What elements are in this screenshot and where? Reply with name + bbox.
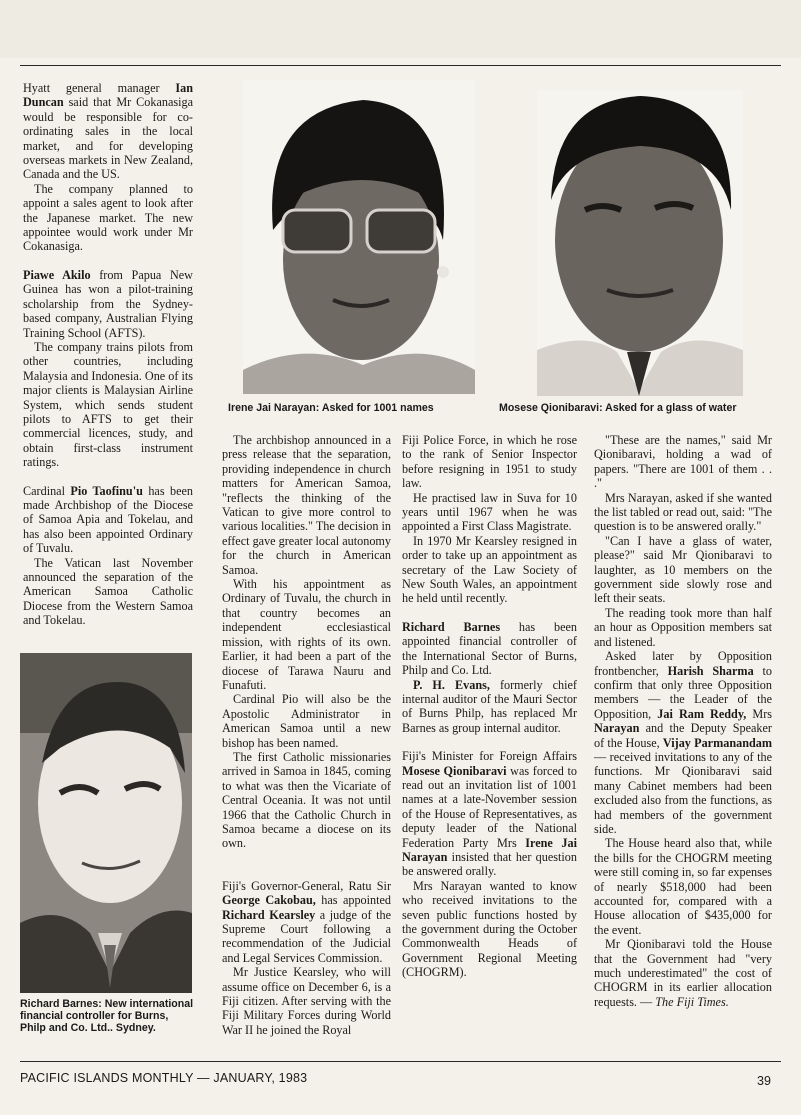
paragraph-glass-of-water: "Can I have a glass of water, please?" said Mr Qionibaravi to laughter, as 10 members on the government side slowly rose and left their seats. xyxy=(594,533,772,606)
paragraph-sales-agent: The company planned to appoint a sales agent to look after the Japanese market. The new appointee would work under Mr Cokanasiga. xyxy=(23,181,193,254)
photo-mosese-qionibaravi xyxy=(537,90,743,396)
paragraph-tabled: Mrs Narayan, asked if she wanted the list tabled or read out, said: "The question is to be answered orally." xyxy=(594,490,772,534)
paragraph-chogrm: Mrs Narayan wanted to know who received invitations to the seven public functions hosted by the government during the October Commonwealth Heads of Government Regional Meeting (CHOGRM). xyxy=(402,878,577,980)
paragraph-underestimated: Mr Qionibaravi told the House that the Government had "very much underestimated" the cost of CHOGRM in its earlier allocation requests. — The Fiji Times. xyxy=(594,937,772,1009)
paragraph-practised-law: He practised law in Suva for 10 years until 1967 when he was appointed a First Class Magistrate. xyxy=(402,490,577,534)
paragraph-press-release: The archbishop announced in a press release that the separation, providing independence in church matters for American Samoa, "reflects the thinking of the Vatican to give more control to various localities." The decision in effect gave greater local autonomy for the church in American Samoa. xyxy=(222,433,391,577)
paragraph-reading: The reading took more than half an hour as Opposition members sat and listened. xyxy=(594,605,772,649)
paragraph-sharma: Asked later by Opposition frontbencher, Harish Sharma to confirm that only three Opposition members — the Leader of the Opposition, Jai Ram Reddy, Mrs Narayan and the Deputy Speaker of the House, Vijay Parmanandam — received invitations to any of the functions. Mr Qionibaravi said many Cabinet members had been excluded also from the functions, as had members of the government side. xyxy=(594,649,773,836)
column-2 xyxy=(222,433,391,1037)
paragraph-expenses: The House heard also that, while the bills for the CHOGRM meeting were still coming in, so far expenses of nearly $518,000 had been accounted for, compared with a House allocation of $435,000 for the event. xyxy=(594,836,772,937)
paragraph-afts: The company trains pilots from other countries, including Malaysia and Indonesia. One of its major clients is Malaysian Airline System, which sends student pilots to AFTS to get their commercial licences, study, and obtain first-class instrument ratings. xyxy=(23,339,193,470)
header-rule xyxy=(20,65,781,66)
paragraph-missionaries: The first Catholic missionaries arrived in Samoa in 1845, coming to what was then the Vicariate of Central Oceania. It was not until 1966 that the Catholic Church in Samoa became a diocese on its own. xyxy=(222,749,391,851)
column-3 xyxy=(402,433,577,980)
photo-richard-barnes xyxy=(20,653,192,993)
portrait-narayan-image xyxy=(243,80,475,394)
caption-irene-jai-narayan: Irene Jai Narayan: Asked for 1001 names xyxy=(228,402,434,414)
paragraph-evans: P. H. Evans, formerly chief internal auditor of the Mauri Sector of Burns Philp, has replaced Mr Barnes as group internal auditor. xyxy=(402,677,577,735)
portrait-qionibaravi-image xyxy=(537,90,743,396)
photo-irene-jai-narayan xyxy=(243,80,475,394)
paragraph-names: "These are the names," said Mr Qionibaravi, holding a wad of papers. "There are 1001 of them . . ." xyxy=(594,433,772,491)
paragraph-police-force: Fiji Police Force, in which he rose to the rank of Senior Inspector before resigning in 1951 to study law. xyxy=(402,433,577,491)
page-number: 39 xyxy=(757,1074,771,1088)
paragraph-duncan: Hyatt general manager Ian Duncan said that Mr Cokanasiga would be responsible for co-ordinating sales in the local market, and for developing overseas markets in New Zealand, Canada and the US. xyxy=(23,81,193,182)
paragraph-taofinuu: Cardinal Pio Taofinu'u has been made Archbishop of the Diocese of Samoa Apia and Tokelau, and has also been appointed Ordinary of Tuvalu. xyxy=(23,483,193,556)
paragraph-resigned: In 1970 Mr Kearsley resigned in order to take up an appointment as secretary of the Law Society of New South Wales, an appointment he held until recently. xyxy=(402,533,577,606)
paragraph-vatican: The Vatican last November announced the separation of the American Samoa Catholic Diocese from the Western Samoa and Tokelau. xyxy=(23,555,193,628)
column-1 xyxy=(23,81,193,628)
paragraph-cakobau: Fiji's Governor-General, Ratu Sir George Cakobau, has appointed Richard Kearsley a judge of the Supreme Court following a recommendation of the Judicial and Legal Services Commission. xyxy=(222,878,392,965)
paragraph-apostolic-administrator: Cardinal Pio will also be the Apostolic Administrator in American Samoa until a new bishop has been named. xyxy=(222,692,391,750)
caption-richard-barnes: Richard Barnes: New international financial controller for Burns, Philp and Co. Ltd.. Sydney. xyxy=(20,998,194,1034)
paragraph-akilo: Piawe Akilo from Papua New Guinea has won a pilot-training scholarship from the Sydney-based company, Australian Flying Training School (AFTS). xyxy=(23,267,193,340)
paragraph-tuvalu: With his appointment as Ordinary of Tuvalu, the church in that country becomes an independent ecclesiastical mission, with rights of its own. Earlier, it had been a part of the diocese of Tarawa Nauru and Funafuti. xyxy=(222,577,391,692)
paragraph-kearsley: Mr Justice Kearsley, who will assume office on December 6, is a Fiji citizen. After serving with the Fiji Military Forces during World War II he joined the Royal xyxy=(222,965,391,1037)
footer-publication: PACIFIC ISLANDS MONTHLY — JANUARY, 1983 xyxy=(20,1071,308,1085)
caption-mosese-qionibaravi: Mosese Qionibaravi: Asked for a glass of water xyxy=(499,402,737,414)
paragraph-qionibaravi: Fiji's Minister for Foreign Affairs Mosese Qionibaravi was forced to read out an invitation list of 1001 names at a late-November session of the House of Representatives, as deputy leader of the National Federation Party Mrs Irene Jai Narayan insisted that her question be answered orally. xyxy=(402,749,578,879)
footer-rule xyxy=(20,1061,781,1062)
paragraph-barnes: Richard Barnes has been appointed financial controller of the International Sector of Burns, Philp and Co. Ltd. xyxy=(402,619,577,678)
portrait-barnes-image xyxy=(20,653,192,993)
column-4 xyxy=(594,433,772,1009)
top-margin xyxy=(0,0,801,58)
